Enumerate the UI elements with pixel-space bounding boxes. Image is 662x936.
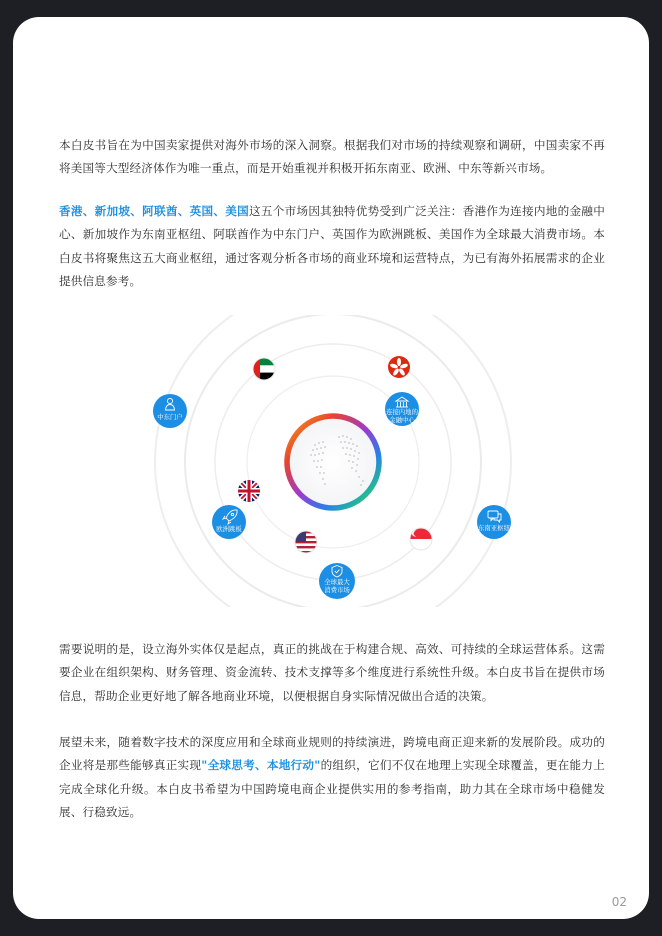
node-label-europe: 欧洲跳板 <box>216 525 242 533</box>
globe-icon <box>287 416 379 508</box>
uk-flag <box>238 480 260 502</box>
node-label-middle-east: 中东门户 <box>157 413 183 421</box>
node-label-hk-line2: 金融中心 <box>389 416 415 424</box>
intro-paragraph <box>59 134 605 181</box>
node-label-hk-line1: 连接内地的 <box>386 408 418 416</box>
node-label-us-line1: 全球最大 <box>324 578 350 586</box>
outlook-text-b: 的组织，它们不仅在地理上实现全球覆盖，更在能力上完成全球化升级。本白皮书希望为中国跨境电商企业提供实用的参考指南，助力其在全球市场中稳健发展、行稳致远。 <box>59 758 605 819</box>
intro-text: 本白皮书旨在为中国卖家提供对海外市场的深入洞察。根据我们对市场的持续观察和调研，中国卖家不再将美国等大型经济体作为唯一重点，而是开始重视并积极开拓东南亚、欧洲、中东等新兴市场。 <box>59 138 605 176</box>
node-middle-east-gateway <box>153 394 187 428</box>
challenge-paragraph <box>59 638 605 708</box>
node-hong-kong-finance <box>385 392 419 426</box>
outlook-text-a: 展望未来，随着数字技术的深度应用和全球商业规则的持续演进，跨境电商正迎来新的发展阶段。成功的企业将是那些能够真正实现 <box>59 735 605 773</box>
markets-highlight: 香港、新加坡、阿联酋、英国、美国 <box>59 204 249 218</box>
hong-kong-flag <box>388 356 410 378</box>
singapore-flag <box>410 528 432 550</box>
node-label-sea: 东南亚枢纽 <box>478 524 510 532</box>
markets-text: 这五个市场因其独特优势受到广泛关注：香港作为连接内地的金融中心、新加坡作为东南亚枢纽、阿联酋作为中东门户、英国作为欧洲跳板、美国作为全球最大消费市场。本白皮书将聚焦这五大商业枢纽，通过客观分析各市场的商业环境和运营特点，为已有海外拓展需求的企业提供信息参考。 <box>59 204 605 288</box>
us-flag <box>295 531 317 553</box>
outlook-paragraph <box>59 731 605 824</box>
node-southeast-asia-hub <box>477 505 511 539</box>
challenge-text: 需要说明的是，设立海外实体仅是起点，真正的挑战在于构建合规、高效、可持续的全球运营体系。这需要企业在组织架构、财务管理、资金流转、技术支撑等多个维度进行系统性升级。本白皮书旨在提供市场信息，帮助企业更好地了解各地商业环境，以便根据自身实际情况做出合适的决策。 <box>59 642 605 703</box>
global-hubs-diagram <box>13 315 649 607</box>
uae-flag <box>253 358 275 380</box>
markets-paragraph <box>59 200 605 293</box>
node-label-us-line2: 消费市场 <box>324 586 350 594</box>
node-us-consumer-market <box>319 563 355 599</box>
node-europe-springboard <box>212 505 246 539</box>
outlook-highlight: "全球思考、本地行动" <box>201 758 321 773</box>
page <box>13 17 649 919</box>
page-number: 02 <box>611 895 627 909</box>
